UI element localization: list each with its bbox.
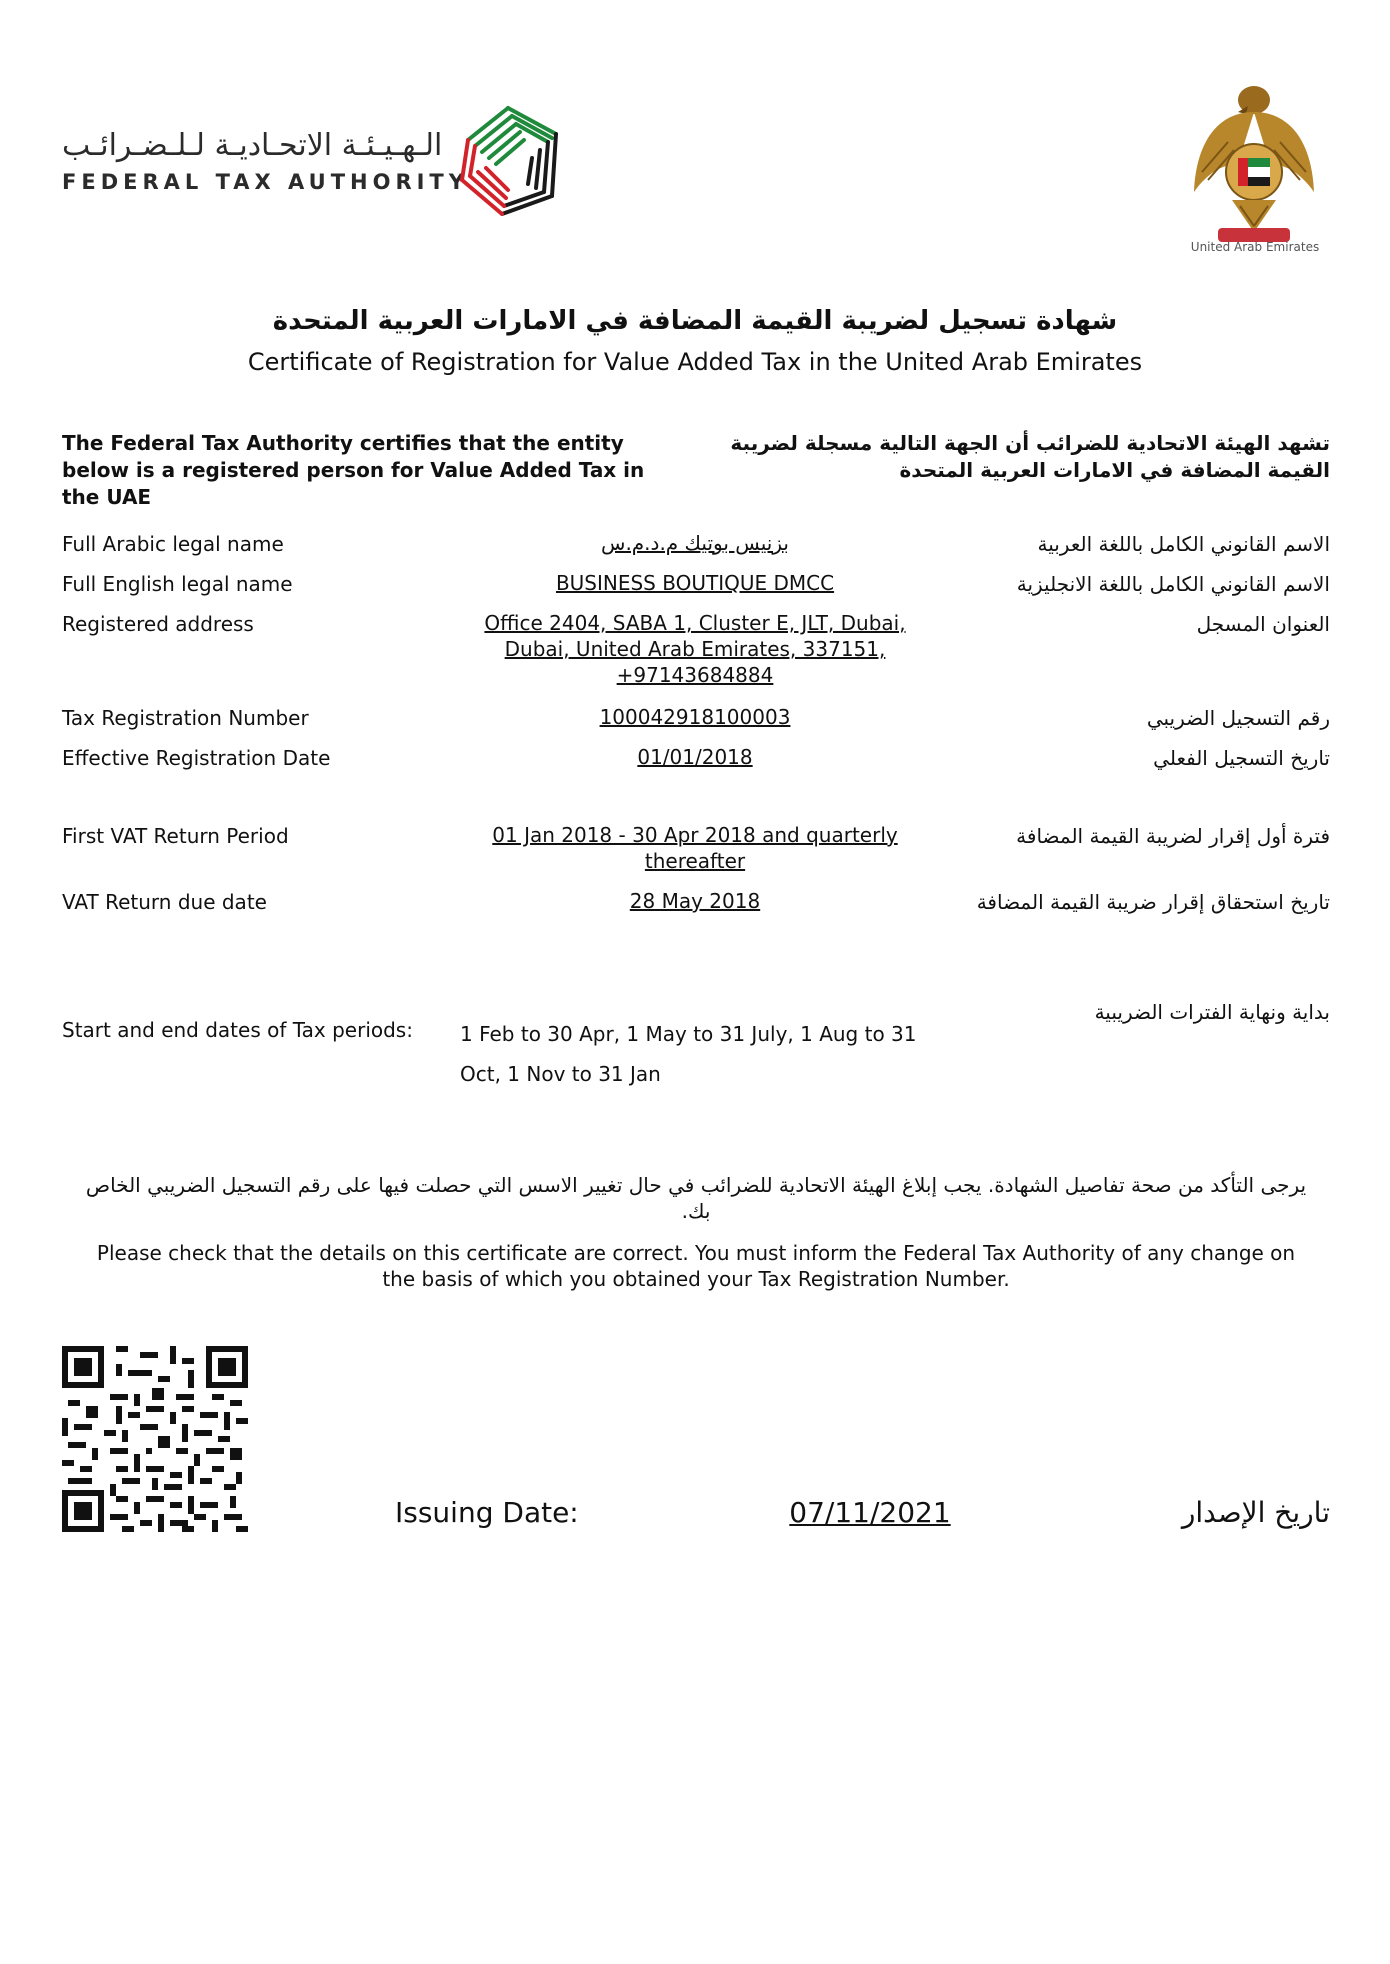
english-name-label: Full English legal name: [62, 572, 293, 596]
registered-address-label: Registered address: [62, 612, 254, 636]
arabic-name-label-ar: الاسم القانوني الكامل باللغة العربية: [1037, 532, 1330, 556]
first-return-period-label-ar: فترة أول إقرار لضريبة القيمة المضافة: [1016, 824, 1330, 848]
notice-ar: يرجى التأكد من صحة تفاصيل الشهادة. يجب إبلاغ الهيئة الاتحادية للضرائب في حال تغيير الاسس التي حصلت فيها على رقم التسجيل الضريبي الخاص بك.: [85, 1173, 1307, 1223]
arabic-name-label: Full Arabic legal name: [62, 532, 284, 556]
trn-value: 100042918100003: [599, 705, 791, 729]
uae-emblem-caption: United Arab Emirates: [1190, 240, 1320, 254]
english-name-value: BUSINESS BOUTIQUE DMCC: [555, 571, 835, 595]
return-due-date-value: 28 May 2018: [629, 889, 761, 913]
effective-date-value: 01/01/2018: [637, 745, 753, 769]
trn-label-ar: رقم التسجيل الضريبي: [1146, 706, 1330, 730]
tax-periods-label-ar: بداية ونهاية الفترات الضريبية: [1094, 1000, 1330, 1024]
issuing-date-label-ar: تاريخ الإصدار: [1181, 1496, 1330, 1529]
registered-address-value: Office 2404, SABA 1, Cluster E, JLT, Dubai, Dubai, United Arab Emirates, 337151, +97143684884: [484, 611, 906, 687]
certificate-title-ar: شهادة تسجيل لضريبة القيمة المضافة في الامارات العربية المتحدة: [272, 306, 1118, 336]
first-return-period-value: 01 Jan 2018 - 30 Apr 2018 and quarterly thereafter: [492, 823, 898, 873]
tax-periods-label: Start and end dates of Tax periods:: [62, 1018, 413, 1042]
certifies-statement-ar: تشهد الهيئة الاتحادية للضرائب أن الجهة التالية مسجلة لضريبة القيمة المضافة في الامارات العربية المتحدة: [730, 431, 1330, 482]
first-return-period-label: First VAT Return Period: [62, 824, 289, 848]
return-due-date-label-ar: تاريخ استحقاق إقرار ضريبة القيمة المضافة: [976, 890, 1330, 914]
effective-date-label: Effective Registration Date: [62, 746, 331, 770]
notice-en: Please check that the details on this certificate are correct. You must inform the Federal Tax Authority of any change on the basis of which you obtained your Tax Registration Number.: [96, 1241, 1296, 1291]
effective-date-label-ar: تاريخ التسجيل الفعلي: [1153, 746, 1330, 770]
fta-logo-text-ar: الـهـيـئـة الاتحـاديـة لـلـضـرائـب: [62, 128, 443, 163]
return-due-date-label: VAT Return due date: [62, 890, 267, 914]
certificate-title-en: Certificate of Registration for Value Added Tax in the United Arab Emirates: [247, 348, 1143, 376]
fta-logo-icon: [448, 100, 570, 222]
tax-periods-value: 1 Feb to 30 Apr, 1 May to 31 July, 1 Aug to 31 Oct, 1 Nov to 31 Jan: [460, 1022, 917, 1086]
arabic-name-value: بزنيس بوتيك م.د.م.س: [601, 531, 789, 555]
certifies-statement-en: The Federal Tax Authority certifies that the entity below is a registered person for Value Added Tax in the UAE: [62, 431, 645, 509]
issuing-date-label: Issuing Date:: [395, 1496, 579, 1529]
qr-code-icon: [62, 1346, 248, 1532]
fta-logo-text-en: FEDERAL TAX AUTHORITY: [62, 170, 469, 194]
trn-label: Tax Registration Number: [62, 706, 309, 730]
uae-emblem-icon: [1188, 72, 1320, 258]
registered-address-label-ar: العنوان المسجل: [1196, 612, 1330, 636]
issuing-date-value: 07/11/2021: [789, 1496, 951, 1529]
english-name-label-ar: الاسم القانوني الكامل باللغة الانجليزية: [1016, 572, 1330, 596]
